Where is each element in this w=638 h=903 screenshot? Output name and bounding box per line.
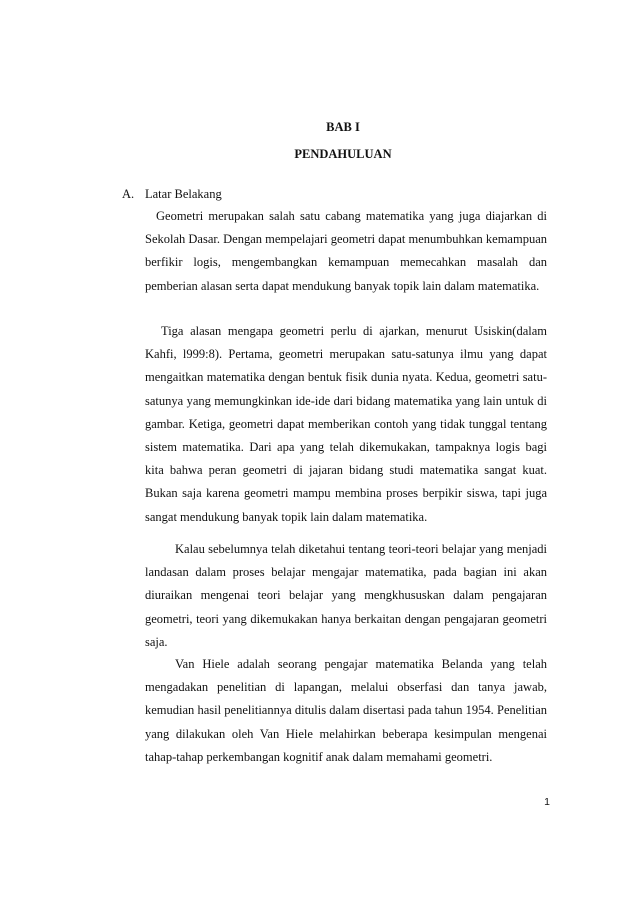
section-title: Latar Belakang xyxy=(145,187,222,201)
paragraph-geometry-intro: Geometri merupakan salah satu cabang matematika yang juga diajarkan di Sekolah Dasar. Dengan mempelajari geometri dapat menumbuhkan kemampuan berfikir logis, mengembangkan kemampuan memecahkan masalah dan pemberian alasan serta dapat mendukung banyak topik lain dalam matematika. xyxy=(145,209,547,293)
chapter-number: BAB I xyxy=(326,120,360,134)
paragraph-learning-theory: Kalau sebelumnya telah diketahui tentang teori-teori belajar yang menjadi landasan dalam proses belajar mengajar matematika, pada bagian ini akan diuraikan mengenai teori belajar yang mengkhususkan dalam pengajaran geometri, teori yang dikemukakan hanya berkaitan dengan pengajaran geometri saja. xyxy=(145,542,547,649)
paragraph-usiskin-reasons: Tiga alasan mengapa geometri perlu di ajarkan, menurut Usiskin(dalam Kahfi, l999:8). Pertama, geometri merupakan satu-satunya ilmu yang dapat mengaitkan matematika dengan bentuk fisik dunia nyata. Kedua, geometri satu-satunya yang memungkinkan ide-ide dari bidang matematika yang lain untuk di gambar. Ketiga, geometri dapat memberikan contoh yang tidak tunggal tentang sistem matematika. Dari apa yang telah dikemukakan, tampaknya logis bagi kita bahwa peran geometri di jajaran bidang studi matematika sangat kuat. Bukan saja karena geometri mampu membina proses berpikir siswa, tapi juga sangat mendukung banyak topik lain dalam matematika. xyxy=(145,324,547,524)
page-number: 1 xyxy=(544,796,550,808)
section-marker: A. xyxy=(122,187,135,201)
chapter-title: PENDAHULUAN xyxy=(294,147,392,161)
paragraph-van-hiele: Van Hiele adalah seorang pengajar matematika Belanda yang telah mengadakan penelitian di lapangan, melalui obserfasi dan tanya jawab, kemudian hasil penelitiannya ditulis dalam disertasi pada tahun 1954. Penelitian yang dilakukan oleh Van Hiele melahirkan beberapa kesimpulan mengenai tahap-tahap perkembangan kognitif anak dalam memahami geometri. xyxy=(145,657,547,764)
